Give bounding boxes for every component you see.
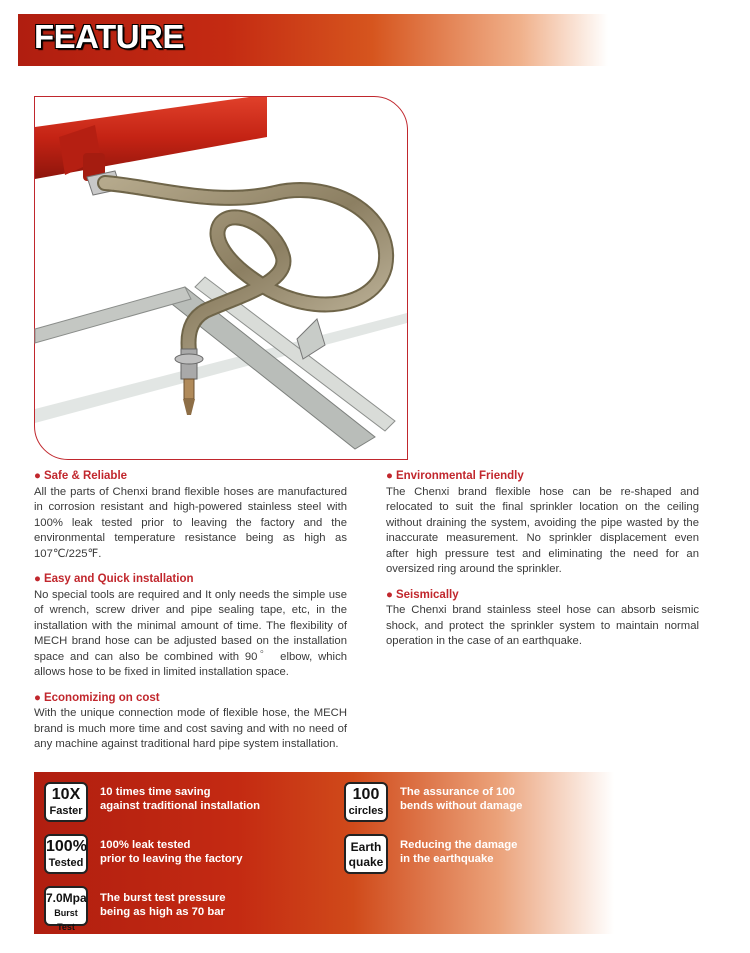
badge-line: The assurance of 100 bbox=[400, 786, 515, 798]
badge-line: prior to leaving the factory bbox=[100, 853, 243, 865]
badge-bottom-text: Burst Test bbox=[54, 908, 78, 932]
badge-description bbox=[400, 785, 590, 813]
section-body-seismically: The Chenxi brand stainless steel hose can absorb seismic shock, and protect the sprinkler system to maintain normal operation in the case of an earthquake. bbox=[386, 604, 699, 647]
badge-top-text: 10X bbox=[51, 786, 81, 803]
bullet-icon: ● bbox=[386, 588, 393, 601]
section-title-text: Environmental Friendly bbox=[395, 470, 524, 482]
section-body-safe-reliable: All the parts of Chenxi brand flexible hoses are manufactured in corrosion resistant and high-powered stainless steel with 100% leak tested prior to leaving the factory and the environmental temperature resistance being as high as 107℃/225℉. bbox=[34, 485, 347, 560]
badge-top-text: 7.0Mpa bbox=[46, 891, 87, 905]
section-title-environmental bbox=[386, 469, 699, 485]
section-body-economizing: With the unique connection mode of flexible hose, the MECH brand is much more time and cost saving and with no need of any machine against traditional hard pipe system installation. bbox=[34, 707, 347, 750]
badge-100-tested bbox=[44, 834, 88, 874]
section-title-economizing bbox=[34, 691, 347, 707]
badge-line: against traditional installation bbox=[100, 800, 261, 812]
badge-bottom-text: quake bbox=[348, 855, 384, 869]
badge-description bbox=[100, 891, 290, 919]
section-title-easy-installation bbox=[34, 572, 347, 588]
badge-bottom-text: Faster bbox=[49, 805, 83, 817]
badge-description bbox=[100, 838, 290, 866]
badge-top-text: Earth bbox=[350, 840, 382, 854]
section-title-text: Seismically bbox=[395, 588, 459, 601]
section-title-safe-reliable bbox=[34, 469, 347, 485]
badge-line: Reducing the damage bbox=[400, 839, 518, 851]
badge-10x-faster bbox=[44, 782, 88, 822]
badge-top-text: 100% bbox=[46, 838, 87, 855]
flexible-hose-illustration bbox=[35, 97, 407, 459]
badge-description bbox=[100, 785, 290, 813]
product-photo bbox=[34, 96, 408, 460]
badge-line: The burst test pressure bbox=[100, 892, 226, 904]
section-title-seismically bbox=[386, 588, 699, 604]
bullet-icon: ● bbox=[34, 691, 41, 704]
badge-burst-test bbox=[44, 886, 88, 932]
badge-100-circles bbox=[344, 782, 388, 822]
badge-line: in the earthquake bbox=[400, 853, 494, 865]
features-right-column bbox=[386, 469, 699, 650]
features-left-column bbox=[34, 469, 347, 753]
badge-line: being as high as 70 bar bbox=[100, 906, 225, 918]
section-title-text: Easy and Quick installation bbox=[43, 573, 194, 585]
bullet-icon: ● bbox=[34, 470, 41, 482]
badge-bottom-text: Tested bbox=[48, 857, 84, 869]
badge-line: 10 times time saving bbox=[100, 786, 211, 798]
badge-line: 100% leak tested bbox=[100, 839, 191, 851]
section-body-easy-installation: No special tools are required and It only needs the simple use of wrench, screw driver and pipe sealing tape, etc, in the installation with the minimal amount of time. The flexibility of MECH brand hose can be adjusted based on the installation space and can also be combined with 90゜ elbow, which allows hose to be fixed in limited installation space. bbox=[34, 588, 347, 678]
section-body-environmental: The Chenxi brand flexible hose can be re-shaped and relocated to suit the final sprinkler location on the ceiling without draining the system, avoiding the pipe wasted by the inaccurate measurement. No sprinkler displacement even after high pressure test and eliminating the need for an oversized ring around the sprinkler. bbox=[386, 485, 699, 575]
highlights-panel bbox=[34, 772, 614, 934]
section-title-text: Safe & Reliable bbox=[43, 470, 128, 482]
bullet-icon: ● bbox=[34, 573, 41, 585]
section-title-text: Economizing on cost bbox=[43, 691, 160, 704]
page-title: FEATURE bbox=[34, 18, 184, 55]
badge-earthquake bbox=[344, 834, 388, 874]
bullet-icon: ● bbox=[386, 470, 393, 482]
badge-top-text: 100 bbox=[352, 786, 380, 803]
badge-line: bends without damage bbox=[400, 800, 523, 812]
badge-bottom-text: circles bbox=[348, 805, 384, 817]
badge-description bbox=[400, 838, 590, 866]
